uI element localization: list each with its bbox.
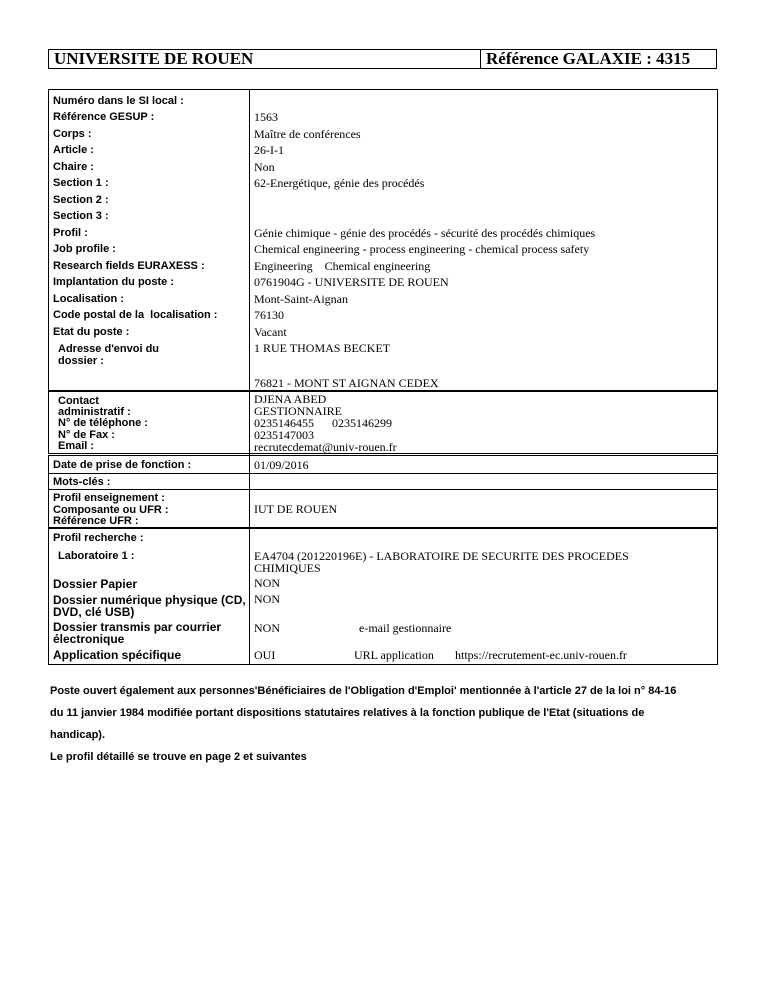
footer-line-3: handicap). [50, 729, 106, 741]
row-label-code-postal: Code postal de la localisation : [53, 309, 218, 321]
dossier-courrier-label-line1: Dossier transmis par courrier [53, 620, 222, 634]
contact-role: GESTIONNAIRE [254, 404, 342, 418]
row-label-section-1: Section 1 : [53, 177, 109, 189]
url-application-value[interactable]: https://recrutement-ec.univ-rouen.fr [455, 648, 627, 662]
row-label-article: Article : [53, 144, 94, 156]
dossier-numerique-label-line2: DVD, clé USB) [53, 605, 135, 619]
row-value-code-postal: 76130 [254, 308, 284, 322]
address-label-line2: dossier : [58, 355, 104, 367]
dossier-papier-label: Dossier Papier [53, 577, 138, 591]
row-label-section-3: Section 3 : [53, 210, 109, 222]
row-value-profil: Génie chimique - génie des procédés - sécurité des procédés chimiques [254, 226, 596, 240]
keywords-row [48, 473, 718, 490]
dossier-papier-value: NON [254, 576, 280, 590]
address-line2: 76821 - MONT ST AIGNAN CEDEX [254, 376, 439, 390]
university-title-box [48, 49, 481, 69]
contact-email[interactable]: recrutecdemat@univ-rouen.fr [254, 440, 397, 454]
row-label-implantation: Implantation du poste : [53, 276, 174, 288]
teaching-value: IUT DE ROUEN [254, 502, 338, 516]
row-label-corps: Corps : [53, 128, 92, 140]
address-label-line1: Adresse d'envoi du [58, 343, 160, 355]
galaxie-reference-box [480, 49, 717, 69]
dossier-numerique-label-line1: Dossier numérique physique (CD, [53, 593, 246, 607]
row-value-corps: Maître de conférences [254, 127, 361, 141]
row-label-si-local: Numéro dans le SI local : [53, 95, 184, 107]
research-label-lab: Laboratoire 1 : [58, 550, 135, 562]
contact-label-email: Email : [58, 440, 95, 452]
row-value-article: 26-I-1 [254, 143, 284, 157]
row-value-euraxess: Engineering Chemical engineering [254, 259, 431, 273]
start-date-value: 01/09/2016 [254, 458, 309, 472]
row-value-gesup: 1563 [254, 110, 278, 124]
row-label-profil: Profil : [53, 227, 88, 239]
row-label-chaire: Chaire : [53, 161, 94, 173]
university-title: UNIVERSITE DE ROUEN [54, 49, 254, 68]
footer-note [50, 680, 730, 768]
application-specifique-label: Application spécifique [53, 648, 182, 662]
row-value-chaire: Non [254, 160, 275, 174]
footer-line-1: Poste ouvert également aux personnes'Bénéficiaires de l'Obligation d'Emploi' mentionnée à l'article 27 de la loi n° 84-16 [50, 685, 677, 697]
footer-line-4: Le profil détaillé se trouve en page 2 et suivantes [50, 751, 307, 763]
research-label-profile: Profil recherche : [53, 532, 144, 544]
contact-phones: 0235146455 0235146299 [254, 416, 392, 430]
teaching-label-ref-ufr: Référence UFR : [53, 515, 139, 527]
row-value-etat: Vacant [254, 325, 287, 339]
url-application-label: URL application [354, 648, 434, 662]
dossier-courrier-extra-label: e-mail gestionnaire [359, 621, 452, 635]
start-date-label: Date de prise de fonction : [53, 459, 192, 471]
row-label-job-profile: Job profile : [53, 243, 116, 255]
footer-line-2: du 11 janvier 1984 modifiée portant dispositions statutaires relatives à la fonction publique de l'Etat (situations de [50, 707, 645, 719]
address-line1: 1 RUE THOMAS BECKET [254, 341, 391, 355]
dossier-courrier-value: NON [254, 621, 280, 635]
research-value-line2: CHIMIQUES [254, 561, 321, 575]
row-label-etat: Etat du poste : [53, 326, 130, 338]
galaxie-reference: Référence GALAXIE : 4315 [486, 49, 691, 68]
research-value-line1: EA4704 (201220196E) - LABORATOIRE DE SECURITE DES PROCEDES [254, 549, 629, 563]
contact-name: DJENA ABED [254, 392, 327, 406]
contact-fax: 0235147003 [254, 428, 314, 442]
dossier-numerique-value: NON [254, 592, 280, 606]
row-label-euraxess: Research fields EURAXESS : [53, 260, 205, 272]
teaching-label-profile: Profil enseignement : [53, 492, 165, 504]
contact-label-fax: N° de Fax : [58, 429, 115, 441]
teaching-label-ufr: Composante ou UFR : [53, 504, 169, 516]
contact-label-phone: N° de téléphone : [58, 417, 148, 429]
keywords-label: Mots-clés : [53, 476, 111, 488]
row-value-section-1: 62-Energétique, génie des procédés [254, 176, 425, 190]
row-value-localisation: Mont-Saint-Aignan [254, 292, 348, 306]
row-value-job-profile: Chemical engineering - process engineering - chemical process safety [254, 242, 590, 256]
contact-label-1: Contact [58, 395, 99, 407]
contact-label-2: administratif : [58, 406, 131, 418]
row-label-localisation: Localisation : [53, 293, 124, 305]
application-specifique-value: OUI [254, 648, 276, 662]
row-label-gesup: Référence GESUP : [53, 111, 155, 123]
dossier-courrier-label-line2: électronique [53, 632, 125, 646]
row-label-section-2: Section 2 : [53, 194, 109, 206]
row-value-implantation: 0761904G - UNIVERSITE DE ROUEN [254, 275, 449, 289]
